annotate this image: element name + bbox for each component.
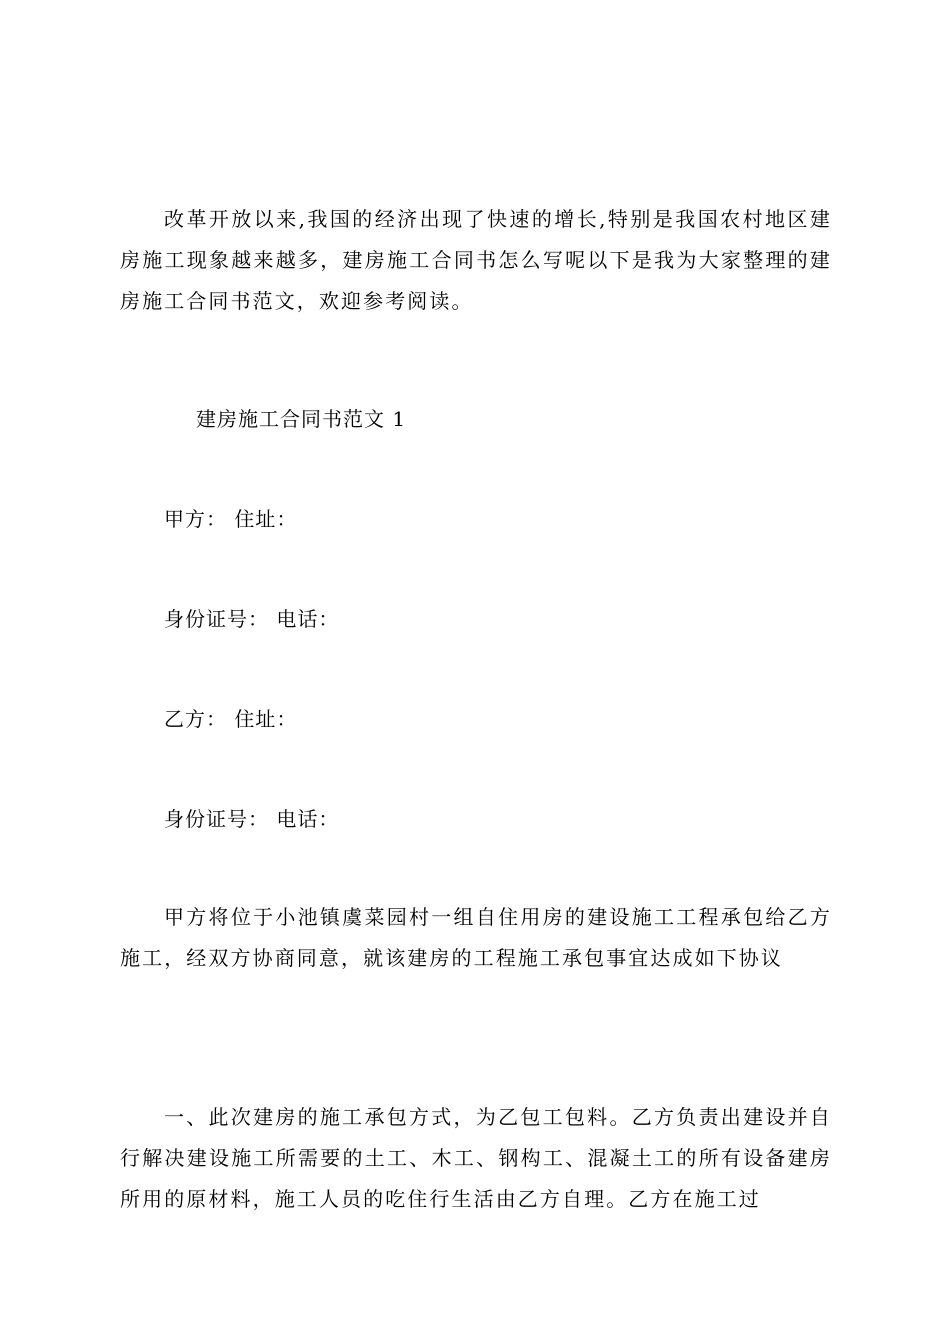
clause-one-paragraph: 一、此次建房的施工承包方式，为乙包工包料。乙方负责出建设并自行解决建设施工所需要的土工、木工、钢构工、混凝土工的所有设备建房所用的原材料，施工人员的吃住行生活由乙方自理。乙方在施工过: [120, 1105, 832, 1211]
contract-title: 建房施工合同书范文 1: [196, 407, 407, 431]
party-b-address-line: 乙方： 住址：: [164, 707, 298, 731]
intro-paragraph: 改革开放以来,我国的经济出现了快速的增长,特别是我国农村地区建房施工现象越来越多，建房施工合同书怎么写呢以下是我为大家整理的建房施工合同书范文，欢迎参考阅读。: [120, 207, 832, 313]
party-a-id-phone-line: 身份证号： 电话：: [164, 607, 340, 631]
agreement-paragraph: 甲方将位于小池镇虞菜园村一组自住用房的建设施工工程承包给乙方施工，经双方协商同意，就该建房的工程施工承包事宜达成如下协议: [120, 905, 832, 970]
party-a-address-line: 甲方： 住址：: [164, 507, 298, 531]
party-b-id-phone-line: 身份证号： 电话：: [164, 807, 340, 831]
